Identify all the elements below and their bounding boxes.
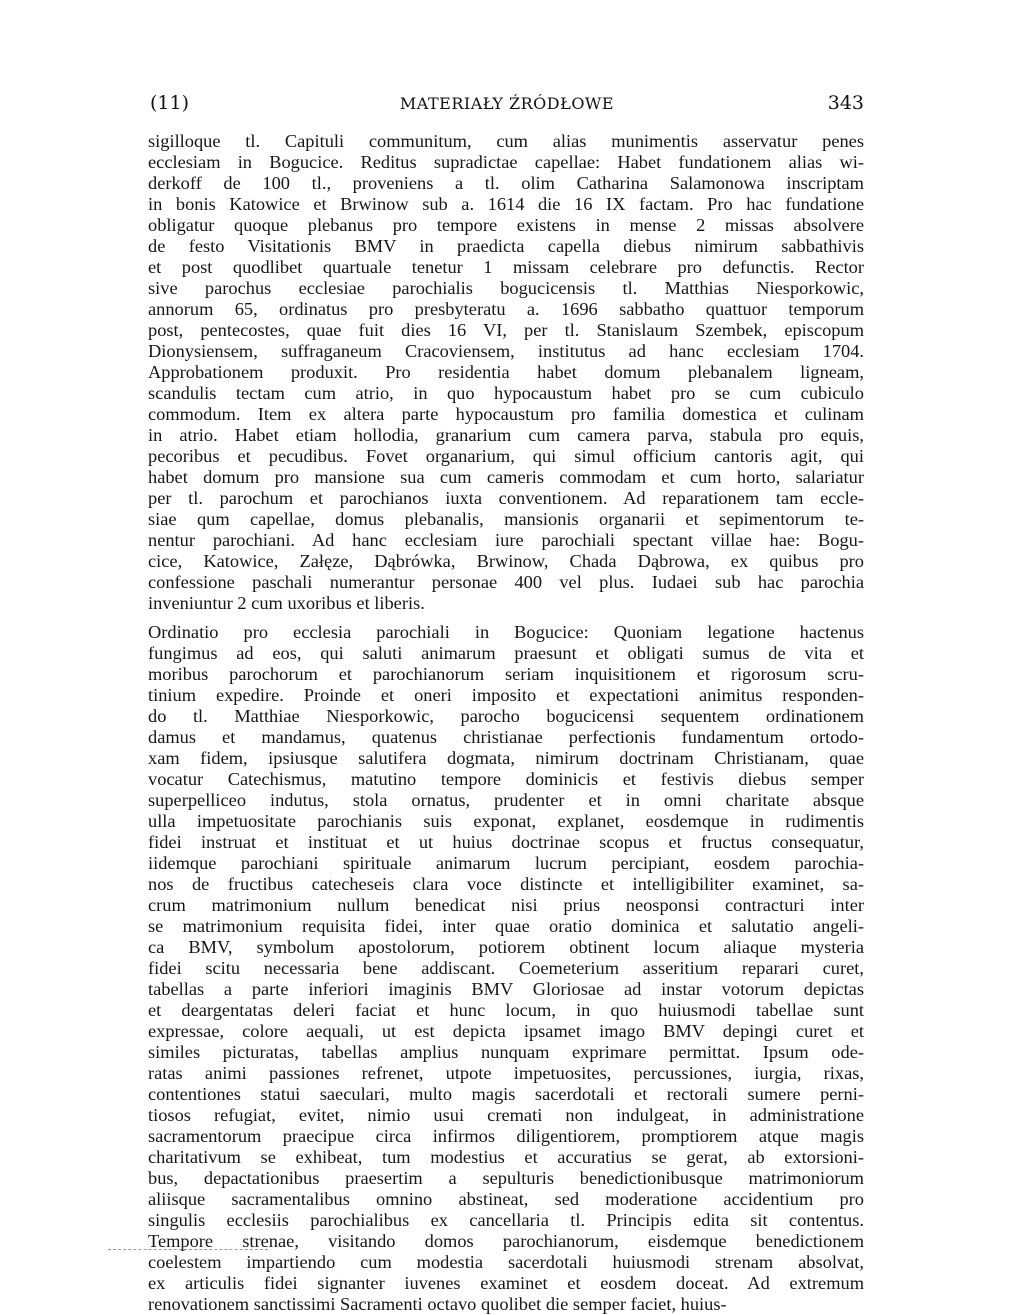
paragraph-1 — [148, 131, 864, 614]
text-line: iidemque parochiani spirituale animarum lucrum percipiant, eosdem parochia- — [148, 853, 864, 873]
text-line: annorum 65, ordinatus pro presbyteratu a. 1696 sabbatho quattuor temporum — [148, 299, 864, 319]
text-line: Dionysiensem, suffraganeum Cracoviensem, institutus ad hanc ecclesiam 1704. — [148, 341, 864, 361]
text-line: tinium expedire. Proinde et oneri imposito et expectationi animitus responden- — [148, 685, 864, 705]
text-line: ecclesiam in Bogucice. Reditus supradictae capellae: Habet fundationem alias wi- — [148, 152, 864, 172]
text-line: tabellas a parte inferiori imaginis BMV Gloriosae ad instar votorum depictas — [148, 979, 864, 999]
text-line: obligatur quoque plebanus pro tempore existens in mense 2 missas absolvere — [148, 215, 864, 235]
text-line: scandulis tectam cum atrio, in quo hypocaustum habet pro se cum cubiculo — [148, 383, 864, 403]
page-ref: (11) — [150, 92, 190, 114]
text-line: aliisque sacramentalibus omnino abstineat, sed moderatione accidentium pro — [148, 1189, 864, 1209]
text-line: habet domum pro mansione sua cum cameris commodam et cum horto, salariatur — [148, 467, 864, 487]
text-line: xam fidem, ipsiusque salutifera dogmata, nimirum doctrinam Christianam, quae — [148, 748, 864, 768]
text-line: post, pentecostes, quae fuit dies 16 VI, per tl. Stanislaum Szembek, episcopum — [148, 320, 864, 340]
text-line: pecoribus et pecudibus. Fovet organarium, qui simul officium cantoris agit, qui — [148, 446, 864, 466]
text-line: in atrio. Habet etiam hollodia, granarium cum camera parva, stabula pro equis, — [148, 425, 864, 445]
text-line: commodum. Item ex altera parte hypocaustum pro familia domestica et culinam — [148, 404, 864, 424]
text-line: ulla impetuositate parochianis suis exponat, explanet, eosdemque in rudimentis — [148, 811, 864, 831]
text-line: ratas animi passiones refrenet, utpote impetuosites, percussiones, iurgia, rixas, — [148, 1063, 864, 1083]
text-line: sigilloque tl. Capituli communitum, cum alias munimentis asservatur penes — [148, 131, 864, 151]
text-line: sacramentorum praecipue circa infirmos diligentiorem, promptiorem atque magis — [148, 1126, 864, 1146]
text-line: siae qum capellae, domus plebanalis, mansionis organarii et sepimentorum te- — [148, 509, 864, 529]
text-line: similes picturatas, tabellas amplius nunquam exprimare permittat. Ipsum ode- — [148, 1042, 864, 1062]
text-line: cice, Katowice, Załęze, Dąbrówka, Brwinow, Chada Dąbrowa, ex quibus pro — [148, 551, 864, 571]
text-line: et deargentatas deleri faciat et hunc locum, in quo huiusmodi tabellae sunt — [148, 1000, 864, 1020]
text-line: coelestem impartiendo cum modestia sacerdotali huiusmodi strenam absolvat, — [148, 1252, 864, 1272]
text-line: superpelliceo indutus, stola ornatus, prudenter et in omni charitate absque — [148, 790, 864, 810]
text-line: expressae, colore aequali, ut est depicta ipsamet imago BMV depingi curet et — [148, 1021, 864, 1041]
text-line: confessione paschali numerantur personae 400 vel plus. Iudaei sub hac parochia — [148, 572, 864, 592]
body-text — [148, 131, 864, 1315]
paragraph-2 — [148, 622, 864, 1315]
text-line: per tl. parochum et parochianos iuxta conventionem. Ad reparationem tam eccle- — [148, 488, 864, 508]
text-line: do tl. Matthiae Niesporkowic, parocho bogucicensi sequentem ordinationem — [148, 706, 864, 726]
text-line: moribus parochorum et parochianorum seriam inquisitionem et rigorosum scru- — [148, 664, 864, 684]
text-line: se matrimonium requisita fidei, inter quae oratio dominica et salutatio angeli- — [148, 916, 864, 936]
page-header — [150, 92, 864, 120]
text-line: in bonis Katowice et Brwinow sub a. 1614 die 16 IX factam. Pro hac fundatione — [148, 194, 864, 214]
text-line: ex articulis fidei signanter iuvenes examinet et eosdem doceat. Ad extremum — [148, 1273, 864, 1293]
text-line: tiosos refugiat, evitet, nimio usui cremati non indulgeat, in administratione — [148, 1105, 864, 1125]
text-line: ca BMV, symbolum apostolorum, potiorem obtinent locum aliaque mysteria — [148, 937, 864, 957]
text-line: nos de fructibus catecheseis clara voce distincte et intelligibiliter examinet, sa- — [148, 874, 864, 894]
footer-rule — [108, 1249, 268, 1251]
text-line: contentiones statui saeculari, multo magis sacerdotali et rectorali sumere perni- — [148, 1084, 864, 1104]
text-line: vocatur Catechismus, matutino tempore dominicis et festivis diebus semper — [148, 769, 864, 789]
page-number: 343 — [827, 92, 864, 114]
text-line: fungimus ad eos, qui saluti animarum praesunt et obligati sumus de vita et — [148, 643, 864, 663]
paragraph-gap — [148, 614, 864, 622]
text-line: charitativum se exhibeat, tum modestius et accuratius se gerat, ab extorsioni- — [148, 1147, 864, 1167]
text-line: damus et mandamus, quatenus christianae perfectionis fundamentum ortodo- — [148, 727, 864, 747]
text-line: bus, depactationibus praesertim a sepulturis benedictionibusque matrimoniorum — [148, 1168, 864, 1188]
text-line: sive parochus ecclesiae parochialis bogucicensis tl. Matthias Niesporkowic, — [148, 278, 864, 298]
running-title: MATERIAŁY ŹRÓDŁOWE — [399, 94, 615, 113]
text-line: fidei scitu necessaria bene addiscant. Coemeterium asseritium reparari curet, — [148, 958, 864, 978]
text-line: Approbationem produxit. Pro residentia habet domum plebanalem ligneam, — [148, 362, 864, 382]
text-line: renovationem sanctissimi Sacramenti octavo quolibet die semper faciet, huius- — [148, 1294, 727, 1314]
text-line: et post quodlibet quartuale tenetur 1 missam celebrare pro defunctis. Rector — [148, 257, 864, 277]
text-line: fidei instruat et instituat et ut huius doctrinae scopus et fructus consequatur, — [148, 832, 864, 852]
text-line: nentur parochiani. Ad hanc ecclesiam iure parochiali spectant villae hae: Bogu- — [148, 530, 864, 550]
text-line: crum matrimonium nullum benedicat nisi prius neosponsi contracturi inter — [148, 895, 864, 915]
text-line: inveniuntur 2 cum uxoribus et liberis. — [148, 593, 425, 613]
text-line: de festo Visitationis BMV in praedicta capella diebus nimirum sabbathivis — [148, 236, 864, 256]
text-line: derkoff de 100 tl., proveniens a tl. olim Catharina Salamonowa inscriptam — [148, 173, 864, 193]
text-line: Tempore strenae, visitando domos parochianorum, eisdemque benedictionem — [148, 1231, 864, 1251]
text-line: Ordinatio pro ecclesia parochiali in Bogucice: Quoniam legatione hactenus — [148, 622, 864, 642]
text-line: singulis ecclesiis parochialibus ex cancellaria tl. Principis edita sit contentus. — [148, 1210, 864, 1230]
